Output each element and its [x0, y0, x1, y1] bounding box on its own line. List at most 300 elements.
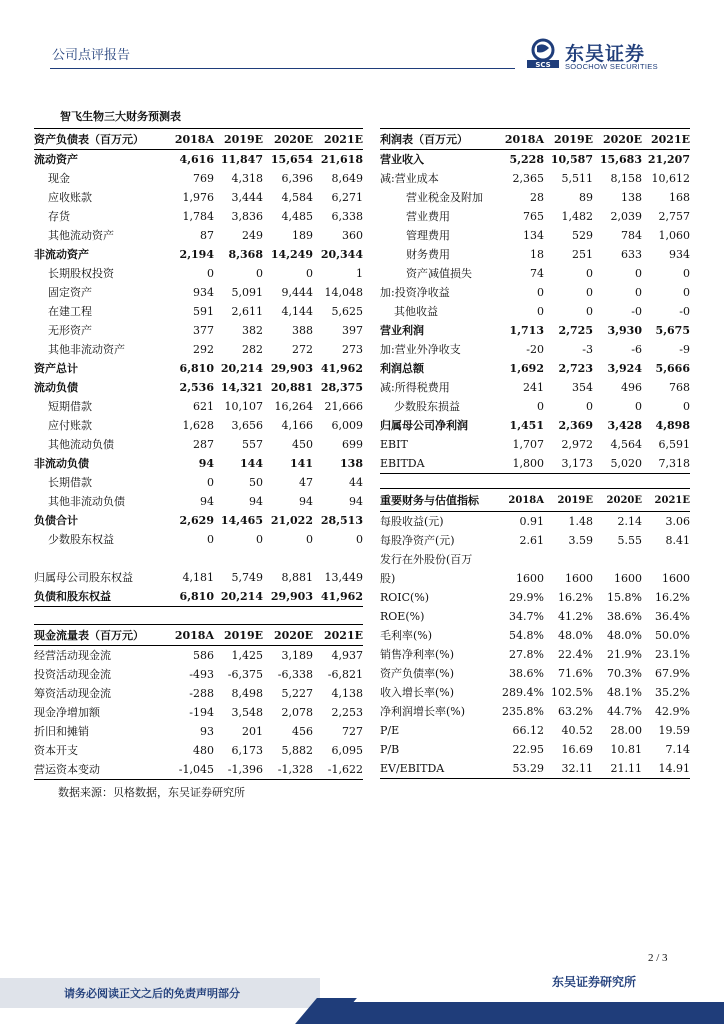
value-cell: 7,318: [642, 454, 690, 474]
value-cell: 20,344: [320, 248, 363, 261]
row-label: 营业费用: [406, 210, 450, 223]
value-cell: 4,584: [281, 191, 313, 204]
value-cell: 6,338: [331, 210, 363, 223]
table-row: [380, 264, 690, 283]
value-cell: 0: [635, 286, 642, 299]
value-cell: -1,328: [263, 760, 313, 780]
value-cell: 4,898: [655, 419, 690, 432]
table-row: [34, 549, 363, 568]
row-label: 筹资活动现金流: [34, 687, 111, 700]
value-cell: 63.2%: [558, 705, 593, 718]
value-cell: 93: [200, 725, 214, 738]
row-label: 加:营业外净收支: [380, 343, 461, 356]
value-cell: 38.6%: [607, 610, 642, 623]
value-cell: 450: [292, 438, 313, 451]
row-label: ROE(%): [380, 610, 425, 623]
table-row: [380, 664, 690, 683]
value-cell: 5,227: [281, 687, 313, 700]
row-label: 现金净增加额: [34, 706, 100, 719]
row-label: 营运资本变动: [34, 760, 164, 780]
value-cell: 3,548: [231, 706, 263, 719]
value-cell: 48.0%: [558, 629, 593, 642]
value-cell: 3.06: [665, 515, 690, 528]
value-cell: 21.11: [593, 759, 642, 779]
row-label: 固定资产: [48, 286, 92, 299]
table-row: [34, 188, 363, 207]
value-cell: 28,375: [320, 381, 363, 394]
value-cell: 0: [207, 533, 214, 546]
value-cell: 249: [242, 229, 263, 242]
value-cell: 4,616: [179, 153, 214, 166]
value-cell: 10,107: [224, 400, 263, 413]
value-cell: 20,881: [270, 381, 313, 394]
value-cell: 40.52: [561, 724, 593, 737]
value-cell: 21,666: [324, 400, 363, 413]
section-title: 智飞生物三大财务预测表: [60, 110, 181, 123]
value-cell: [313, 549, 363, 568]
row-label: 负债合计: [34, 514, 78, 527]
value-cell: -1,396: [214, 760, 263, 780]
report-type-label: 公司点评报告: [52, 48, 131, 63]
row-label: P/E: [380, 724, 400, 737]
value-cell: 241: [523, 381, 544, 394]
value-cell: 9,444: [281, 286, 313, 299]
value-cell: 251: [572, 248, 593, 261]
row-label: 长期借款: [48, 476, 92, 489]
value-cell: 3,173: [544, 454, 593, 474]
value-cell: 47: [299, 476, 313, 489]
value-cell: -6: [631, 343, 642, 356]
row-label: 少数股东损益: [394, 400, 460, 413]
value-cell: 4,166: [281, 419, 313, 432]
value-cell: 10.81: [610, 743, 642, 756]
value-cell: 5,666: [655, 362, 690, 375]
row-label: 其他流动负债: [48, 438, 114, 451]
value-cell: 0: [683, 400, 690, 413]
row-label: EBITDA: [380, 454, 494, 474]
value-cell: 2,536: [179, 381, 214, 394]
value-cell: 4,937: [331, 649, 363, 662]
value-cell: 360: [342, 229, 363, 242]
value-cell: -6,821: [327, 668, 363, 681]
table-row: [34, 760, 363, 780]
value-cell: 235.8%: [502, 705, 544, 718]
value-cell: 14,321: [220, 381, 263, 394]
value-cell: 41.2%: [558, 610, 593, 623]
value-cell: 6,009: [331, 419, 363, 432]
table-header-row: [380, 129, 690, 150]
table-row: [34, 169, 363, 188]
table-row: [34, 340, 363, 359]
value-cell: 784: [621, 229, 642, 242]
year-header-cell: 2020E: [263, 625, 313, 646]
row-label: ROIC(%): [380, 591, 430, 604]
value-cell: 42.9%: [655, 705, 690, 718]
value-cell: 168: [669, 191, 690, 204]
value-cell: 529: [572, 229, 593, 242]
value-cell: 292: [193, 343, 214, 356]
footer-band: [320, 1002, 724, 1024]
year-header-cell: 2018A: [164, 625, 214, 646]
value-cell: 44: [349, 476, 363, 489]
table-row: [34, 568, 363, 587]
value-cell: 0: [635, 267, 642, 280]
value-cell: 0: [207, 267, 214, 280]
table-row: [380, 169, 690, 188]
value-cell: 94: [349, 495, 363, 508]
value-cell: 354: [572, 381, 593, 394]
table-row: [380, 283, 690, 302]
row-label: 其他收益: [394, 305, 438, 318]
year-header-cell: 2020E: [263, 129, 313, 150]
table-title-cell: 重要财务与估值指标: [380, 489, 494, 512]
year-header-cell: 2019E: [544, 129, 593, 150]
value-cell: 1: [356, 267, 363, 280]
row-label: 投资活动现金流: [34, 668, 111, 681]
value-cell: 0: [537, 286, 544, 299]
table-header-row: [34, 129, 363, 150]
value-cell: 557: [242, 438, 263, 451]
row-label: 减:所得税费用: [380, 381, 450, 394]
value-cell: 272: [292, 343, 313, 356]
row-label: 每股收益(元): [380, 515, 444, 528]
value-cell: 28.00: [610, 724, 642, 737]
value-cell: 4,564: [610, 438, 642, 451]
row-label: 销售净利率(%): [380, 648, 455, 661]
row-label: 在建工程: [48, 305, 92, 318]
row-label: EBIT: [380, 438, 408, 451]
value-cell: 5,882: [281, 744, 313, 757]
value-cell: 41,962: [313, 587, 363, 607]
value-cell: 6,396: [281, 172, 313, 185]
value-cell: 4,181: [182, 571, 214, 584]
value-cell: 699: [342, 438, 363, 451]
row-label: 加:投资净收益: [380, 286, 450, 299]
value-cell: 586: [193, 649, 214, 662]
value-cell: 727: [342, 725, 363, 738]
value-cell: 1600: [662, 572, 690, 585]
table-row: [34, 473, 363, 492]
value-cell: 5,749: [231, 571, 263, 584]
value-cell: 41,962: [320, 362, 363, 375]
value-cell: -20: [526, 343, 544, 356]
table-row: [380, 397, 690, 416]
value-cell: 1,482: [561, 210, 593, 223]
value-cell: 633: [621, 248, 642, 261]
value-cell: [494, 550, 544, 569]
table-row: [34, 646, 363, 666]
value-cell: 2,725: [558, 324, 593, 337]
value-cell: 289.4%: [502, 686, 544, 699]
value-cell: -1,045: [164, 760, 214, 780]
row-label: 其他非流动资产: [48, 343, 125, 356]
value-cell: [593, 550, 642, 569]
value-cell: 48.1%: [607, 686, 642, 699]
value-cell: -6,375: [227, 668, 263, 681]
value-cell: 28: [530, 191, 544, 204]
value-cell: 22.95: [512, 743, 544, 756]
value-cell: 44.7%: [607, 705, 642, 718]
row-label: 负债和股东权益: [34, 587, 164, 607]
table-row: [380, 702, 690, 721]
row-label: 少数股东权益: [48, 533, 114, 546]
value-cell: 14.91: [642, 759, 690, 779]
value-cell: 287: [193, 438, 214, 451]
value-cell: 2,369: [558, 419, 593, 432]
source-note: 数据来源：贝格数据，东吴证券研究所: [58, 786, 245, 799]
value-cell: -0: [679, 305, 690, 318]
value-cell: 382: [242, 324, 263, 337]
value-cell: 50.0%: [655, 629, 690, 642]
value-cell: 397: [342, 324, 363, 337]
value-cell: 934: [193, 286, 214, 299]
year-header-cell: 2019E: [214, 625, 263, 646]
value-cell: 14,048: [324, 286, 363, 299]
table-header-row: [34, 625, 363, 646]
value-cell: 0.91: [519, 515, 544, 528]
table-row: [380, 359, 690, 378]
value-cell: 201: [242, 725, 263, 738]
value-cell: 189: [292, 229, 313, 242]
value-cell: 934: [669, 248, 690, 261]
row-label: 营业收入: [380, 153, 424, 166]
value-cell: 2,078: [281, 706, 313, 719]
value-cell: -288: [189, 687, 214, 700]
value-cell: 1,784: [182, 210, 214, 223]
value-cell: 4,318: [231, 172, 263, 185]
value-cell: [544, 550, 593, 569]
value-cell: -0: [631, 305, 642, 318]
value-cell: 1.48: [568, 515, 593, 528]
value-cell: 0: [256, 533, 263, 546]
row-label: 存货: [48, 210, 70, 223]
value-cell: 1600: [565, 572, 593, 585]
value-cell: 456: [292, 725, 313, 738]
row-label: 减:营业成本: [380, 172, 439, 185]
table-row: [34, 283, 363, 302]
value-cell: 29.9%: [509, 591, 544, 604]
value-cell: 2,611: [231, 305, 263, 318]
value-cell: 2,194: [179, 248, 214, 261]
value-cell: 11,847: [220, 153, 263, 166]
value-cell: 15,654: [270, 153, 313, 166]
table-row: [380, 683, 690, 702]
year-header-cell: 2018A: [164, 129, 214, 150]
value-cell: 48.0%: [607, 629, 642, 642]
value-cell: 94: [200, 495, 214, 508]
table-row: [34, 511, 363, 530]
header-divider: [50, 68, 515, 69]
value-cell: 1600: [516, 572, 544, 585]
value-cell: 6,591: [658, 438, 690, 451]
value-cell: 2,629: [179, 514, 214, 527]
value-cell: 16.2%: [655, 591, 690, 604]
value-cell: 20,214: [214, 587, 263, 607]
row-label: 现金: [48, 172, 70, 185]
value-cell: 19.59: [658, 724, 690, 737]
table-row: [380, 569, 690, 588]
row-label: [34, 549, 164, 568]
logo-mark-text: SCS: [535, 61, 551, 68]
value-cell: 0: [635, 400, 642, 413]
table-row: [380, 321, 690, 340]
value-cell: 94: [198, 457, 214, 470]
value-cell: 10,587: [550, 153, 593, 166]
row-label: 短期借款: [48, 400, 92, 413]
value-cell: 87: [200, 229, 214, 242]
value-cell: 3,444: [231, 191, 263, 204]
value-cell: 1,060: [658, 229, 690, 242]
year-header-cell: 2021E: [313, 625, 363, 646]
table-row: [34, 703, 363, 722]
value-cell: 8,649: [331, 172, 363, 185]
value-cell: 66.12: [512, 724, 544, 737]
value-cell: -493: [189, 668, 214, 681]
table-row: [380, 454, 690, 474]
value-cell: 2,723: [558, 362, 593, 375]
valuation-table: [380, 488, 690, 779]
year-header-cell: 2018A: [494, 129, 544, 150]
value-cell: 1,425: [231, 649, 263, 662]
soochow-logo-icon: [527, 38, 559, 68]
table-row: [380, 721, 690, 740]
value-cell: 2,253: [331, 706, 363, 719]
value-cell: 15.8%: [607, 591, 642, 604]
value-cell: 144: [240, 457, 263, 470]
value-cell: 16,264: [274, 400, 313, 413]
value-cell: 29,903: [270, 362, 313, 375]
balance-sheet-table: [34, 128, 363, 607]
row-label: 非流动负债: [34, 457, 89, 470]
table-row: [380, 378, 690, 397]
row-label: 资本开支: [34, 744, 78, 757]
row-label: 折旧和摊销: [34, 725, 89, 738]
year-header-cell: 2021E: [642, 489, 690, 512]
table-row: [34, 245, 363, 264]
value-cell: 0: [586, 400, 593, 413]
value-cell: 1,628: [182, 419, 214, 432]
table-row: [34, 321, 363, 340]
brand-name-cn: 东吴证券: [565, 43, 646, 65]
value-cell: 23.1%: [655, 648, 690, 661]
value-cell: 138: [621, 191, 642, 204]
brand-name-en: SOOCHOW SECURITIES: [565, 62, 658, 71]
value-cell: 2,757: [658, 210, 690, 223]
value-cell: 0: [586, 286, 593, 299]
row-label: 归属母公司净利润: [380, 419, 468, 432]
table-row: [34, 150, 363, 170]
value-cell: -194: [189, 706, 214, 719]
value-cell: 8,368: [228, 248, 263, 261]
year-header-cell: 2020E: [593, 129, 642, 150]
value-cell: 0: [537, 400, 544, 413]
table-row: [380, 245, 690, 264]
value-cell: 3,428: [607, 419, 642, 432]
row-label: 财务费用: [406, 248, 450, 261]
table-row: [34, 684, 363, 703]
table-row: [34, 454, 363, 473]
value-cell: 0: [683, 286, 690, 299]
value-cell: 32.11: [544, 759, 593, 779]
row-label: 其他流动资产: [48, 229, 114, 242]
value-cell: 4,144: [281, 305, 313, 318]
value-cell: 2,365: [512, 172, 544, 185]
table-row: [380, 740, 690, 759]
row-label: 营业利润: [380, 324, 424, 337]
table-row: [380, 188, 690, 207]
value-cell: 4,138: [331, 687, 363, 700]
value-cell: -3: [582, 343, 593, 356]
row-label: 利润总额: [380, 362, 424, 375]
value-cell: 8.41: [665, 534, 690, 547]
table-row: [34, 226, 363, 245]
table-row: [380, 207, 690, 226]
table-row: [34, 359, 363, 378]
value-cell: 0: [306, 533, 313, 546]
value-cell: 21,618: [320, 153, 363, 166]
value-cell: 141: [290, 457, 313, 470]
row-label: 无形资产: [48, 324, 92, 337]
table-row: [34, 492, 363, 511]
value-cell: 94: [249, 495, 263, 508]
value-cell: 22.4%: [558, 648, 593, 661]
table-row: [34, 397, 363, 416]
table-row: [380, 607, 690, 626]
value-cell: 53.29: [494, 759, 544, 779]
row-label: P/B: [380, 743, 400, 756]
value-cell: 21,207: [647, 153, 690, 166]
value-cell: 27.8%: [509, 648, 544, 661]
table-row: [34, 416, 363, 435]
table-row: [34, 665, 363, 684]
value-cell: 6,173: [231, 744, 263, 757]
value-cell: -6,338: [277, 668, 313, 681]
value-cell: 5,091: [231, 286, 263, 299]
value-cell: 5.55: [617, 534, 642, 547]
value-cell: 3,836: [231, 210, 263, 223]
table-title-cell: 利润表（百万元）: [380, 129, 494, 150]
row-label: 股): [380, 572, 396, 585]
value-cell: 2,039: [610, 210, 642, 223]
table-row: [380, 531, 690, 550]
value-cell: 14,249: [270, 248, 313, 261]
value-cell: 2.14: [617, 515, 642, 528]
value-cell: [263, 549, 313, 568]
table-row: [380, 226, 690, 245]
value-cell: 1,800: [494, 454, 544, 474]
value-cell: 3,924: [607, 362, 642, 375]
row-label: 管理费用: [406, 229, 450, 242]
value-cell: 36.4%: [655, 610, 690, 623]
table-row: [34, 264, 363, 283]
value-cell: 20,214: [220, 362, 263, 375]
table-row: [380, 340, 690, 359]
institute-name: 东吴证券研究所: [552, 975, 637, 989]
year-header-cell: 2019E: [214, 129, 263, 150]
brand-logo: [527, 38, 677, 74]
value-cell: 54.8%: [509, 629, 544, 642]
value-cell: 377: [193, 324, 214, 337]
value-cell: 70.3%: [607, 667, 642, 680]
value-cell: 2,972: [561, 438, 593, 451]
year-header-cell: 2021E: [642, 129, 690, 150]
table-row: [34, 435, 363, 454]
value-cell: 38.6%: [509, 667, 544, 680]
table-row: [380, 512, 690, 532]
value-cell: 3,656: [231, 419, 263, 432]
value-cell: 50: [249, 476, 263, 489]
cash-flow-table: [34, 624, 363, 780]
